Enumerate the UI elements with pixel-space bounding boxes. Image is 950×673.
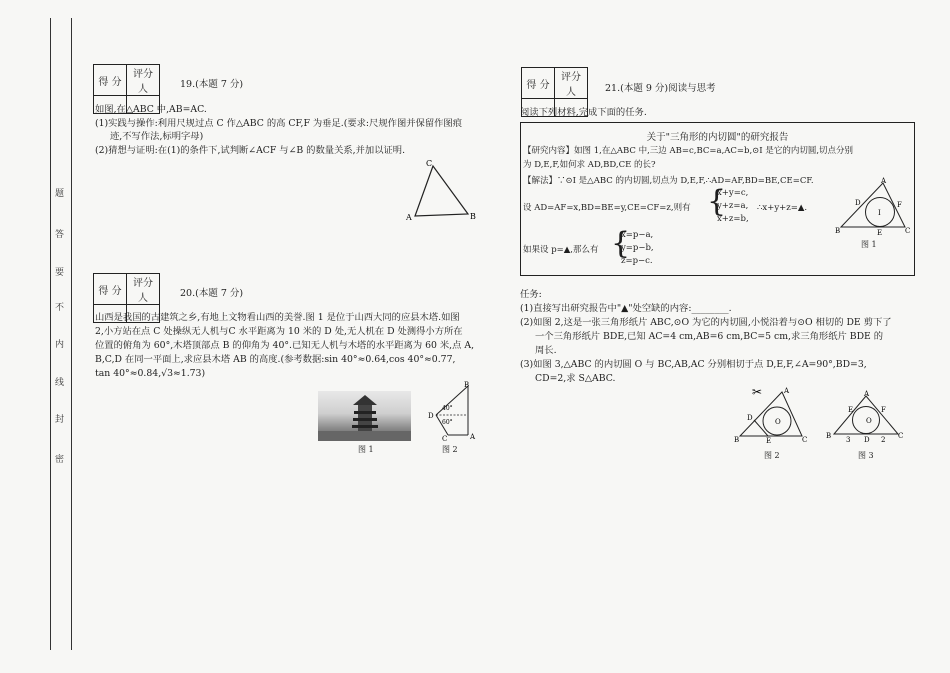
label-f: F — [897, 201, 902, 209]
label-d: D — [855, 199, 861, 207]
system1-eq: x+y=c, — [717, 188, 749, 198]
q20-fig2-caption: 图 2 — [442, 445, 458, 454]
system2-eq: z=p−c. — [621, 256, 653, 266]
set-line: 设 AD=AF=x,BD=BE=y,CE=CF=z,则有 — [523, 203, 691, 213]
system1-eq: y+z=a, — [717, 201, 749, 211]
research-line: 【研究内容】如图 1,在△ABC 中,三边 AB=c,BC=a,AC=b,⊙I 是它的内切圆,切点分别 — [523, 146, 854, 156]
system1-after: ∴x+y+z=▲. — [757, 203, 808, 213]
system1-eq: x+z=b, — [717, 214, 749, 224]
report-fig1 — [835, 177, 911, 239]
label-a: A — [784, 387, 790, 395]
label-b: B — [835, 227, 841, 235]
q20-line: 位置的俯角为 60°,木塔顶部点 B 的仰角为 40°.已知无人机与木塔的水平距离为 60 米,点 A, — [95, 340, 475, 351]
label-c: C — [898, 432, 904, 440]
q21-header: 21.(本题 9 分)阅读与思考 — [605, 83, 716, 94]
task-line: 一个三角形纸片 BDE,已知 AC=4 cm,AB=6 cm,BC=5 cm,求三角形纸片 BDE 的 — [535, 331, 884, 342]
label-c: C — [442, 435, 448, 442]
if-line: 如果设 p=▲,那么有 — [523, 245, 599, 255]
label-a: A — [881, 177, 887, 185]
q20-line: 山西是我国的古建筑之乡,有地上文物看山西的美誉.图 1 是位于山西大同的应县木塔.如图 — [95, 312, 460, 323]
angle-40: 40° — [442, 405, 453, 412]
label-e: E — [766, 437, 772, 445]
q19-triangle-figure — [400, 156, 485, 226]
q19-header: 19.(本题 7 分) — [180, 79, 244, 90]
q19-line: (1)实践与操作:利用尺规过点 C 作△ABC 的高 CF,F 为垂足.(要求:尺规作图并保留作图痕 — [95, 118, 463, 129]
label-c: C — [802, 436, 807, 444]
margin-char: 不 — [55, 303, 65, 313]
angle-60: 60° — [442, 419, 453, 426]
q21-fig3 — [826, 390, 906, 448]
label-i: I — [878, 209, 881, 217]
label-b: B — [470, 212, 476, 221]
label-b: B — [734, 436, 740, 444]
margin-char: 线 — [55, 378, 65, 388]
q20-fig2 — [418, 380, 480, 442]
margin-char: 要 — [55, 268, 65, 278]
system2-brace: { — [611, 226, 631, 261]
pagoda-icon — [318, 391, 411, 441]
tasks-title: 任务: — [520, 289, 542, 300]
q21-fig2 — [732, 384, 807, 446]
report-title: 关于"三角形的内切圆"的研究报告 — [646, 132, 789, 143]
label-e: E — [877, 229, 883, 237]
label-c: C — [426, 159, 433, 168]
grader-label: 评分人 — [127, 65, 160, 96]
q20-fig1-caption: 图 1 — [358, 445, 374, 454]
label-b: B — [826, 432, 832, 440]
grader-label: 评分人 — [555, 68, 588, 99]
q20-line: tan 40°≈0.84,√3≈1.73) — [95, 368, 206, 379]
label-a: A — [406, 213, 412, 222]
label-d: D — [428, 412, 434, 420]
q21-fig2-caption: 图 2 — [764, 451, 780, 460]
report-fig1-caption: 图 1 — [861, 240, 877, 249]
label-d: D — [864, 436, 870, 444]
label-cd: 2 — [881, 436, 886, 444]
task-line: (2)如图 2,这是一张三角形纸片 ABC,⊙O 为它的内切圆,小悦沿着与⊙O 相切的 DE 剪下了 — [520, 317, 892, 328]
margin-line-inner — [71, 18, 72, 650]
scissors-icon: ✂ — [752, 385, 763, 399]
margin-char: 密 — [55, 455, 65, 465]
q21-fig3-caption: 图 3 — [858, 451, 874, 460]
q20-line: 2,小方站在点 C 处操纵无人机与C 水平距离为 10 米的 D 处,无人机在 D 处测得小方所在 — [95, 326, 463, 337]
system2-eq: y=p−b, — [621, 243, 654, 253]
system2-eq: x=p−a, — [621, 230, 654, 240]
score-label: 得 分 — [522, 68, 555, 99]
solution-line: 【解法】∵⊙I 是△ABC 的内切圆,切点为 D,E,F,∴AD=AF,BD=BE,CE=CF. — [523, 176, 814, 186]
score-label: 得 分 — [94, 65, 127, 96]
q21-intro: 阅读下列材料,完成下面的任务. — [520, 107, 647, 118]
task-line: CD=2,求 S△ABC. — [535, 373, 616, 384]
system1-brace: { — [707, 184, 727, 219]
label-d: D — [747, 414, 753, 422]
margin-char: 封 — [55, 415, 65, 425]
grader-label: 评分人 — [127, 274, 160, 305]
label-f: F — [881, 406, 886, 414]
label-c: C — [905, 227, 911, 235]
q20-line: B,C,D 在同一平面上,求应县木塔 AB 的高度.(参考数据:sin 40°≈0.64,cos 40°≈0.77, — [95, 354, 456, 365]
task-line: (3)如图 3,△ABC 的内切圆 O 与 BC,AB,AC 分别相切于点 D,E,F,∠A=90°,BD=3, — [520, 359, 867, 370]
label-o: O — [866, 417, 872, 425]
margin-char: 答 — [55, 230, 65, 240]
label-e: E — [848, 406, 854, 414]
research-report-box — [520, 122, 915, 276]
label-bd: 3 — [846, 436, 851, 444]
label-o: O — [775, 418, 781, 426]
label-a: A — [864, 390, 870, 398]
margin-char: 题 — [55, 189, 65, 199]
margin-line-outer — [50, 18, 51, 650]
q20-header: 20.(本题 7 分) — [180, 288, 244, 299]
score-label: 得 分 — [94, 274, 127, 305]
task-line: (1)直接写出研究报告中"▲"处空缺的内容:________. — [520, 303, 732, 314]
q19-line: 迹,不写作法,标明字母) — [110, 131, 204, 142]
research-line: 为 D,E,F,如何求 AD,BD,CE 的长? — [523, 160, 656, 170]
q19-line: 如图,在△ABC 中,AB=AC. — [95, 104, 207, 115]
q19-line: (2)猜想与证明:在(1)的条件下,试判断∠ACF 与∠B 的数量关系,并加以证明. — [95, 145, 406, 156]
margin-char: 内 — [55, 340, 65, 350]
label-a: A — [470, 433, 476, 441]
pagoda-photo — [318, 391, 411, 441]
label-b: B — [464, 381, 470, 389]
task-line: 周长. — [535, 345, 557, 356]
